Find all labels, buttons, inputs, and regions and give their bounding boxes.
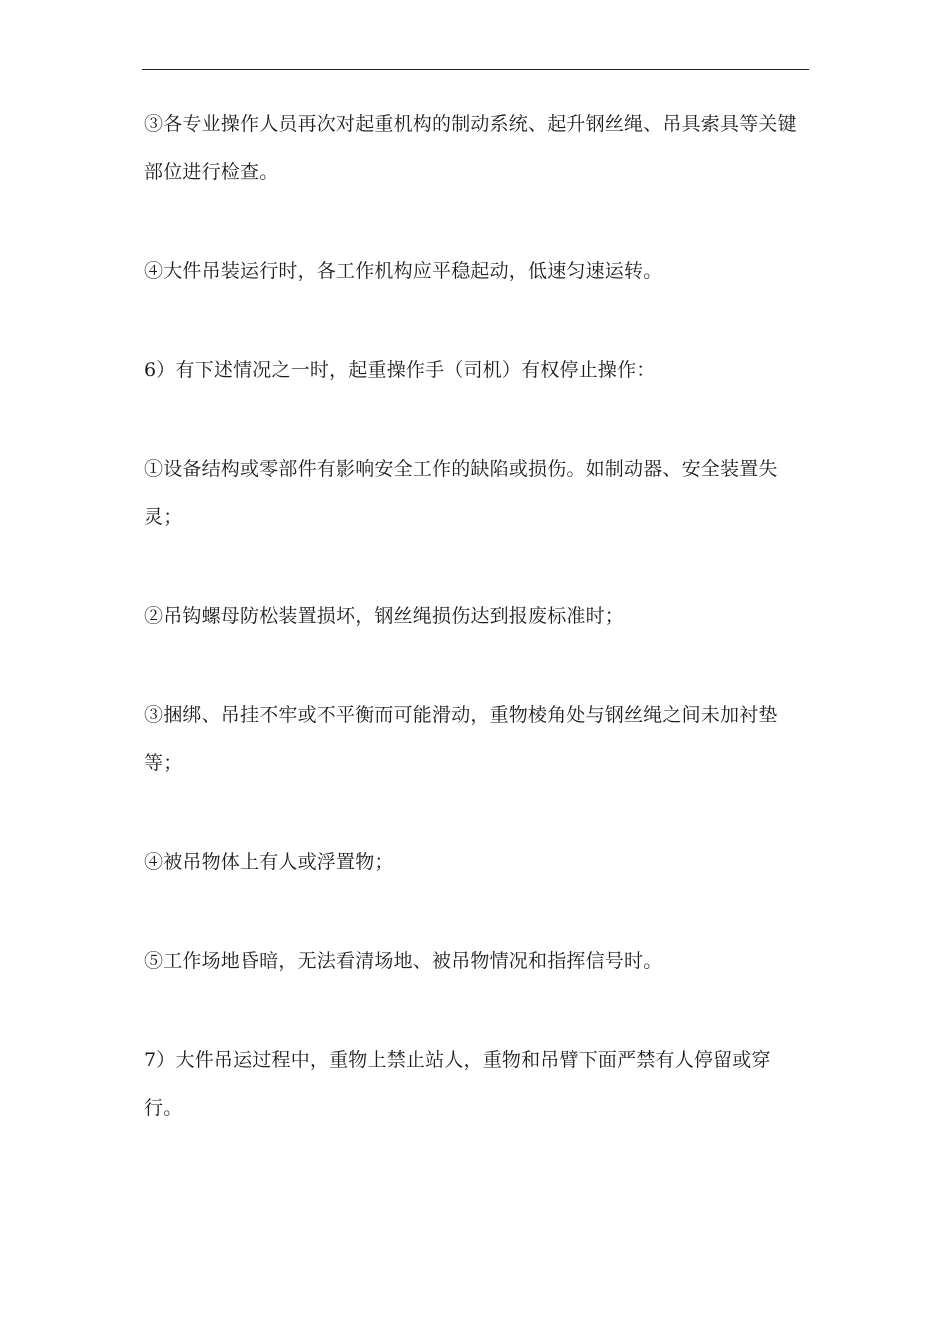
paragraph-no-standing-under-load: 7）大件吊运过程中，重物上禁止站人，重物和吊臂下面严禁有人停留或穿行。 [144,1049,771,1119]
paragraph-persons-on-load: ④被吊物体上有人或浮置物； [144,851,394,873]
paragraph-brake-inspection: ③各专业操作人员再次对起重机构的制动系统、起升钢丝绳、吊具索具等关键部位进行检查。 [144,113,797,183]
header-rule [142,69,809,70]
paragraph-smooth-operation: ④大件吊装运行时，各工作机构应平稳起动，低速匀速运转。 [144,260,663,282]
paragraph-structural-defects: ①设备结构或零部件有影响安全工作的缺陷或损伤。如制动器、安全装置失灵； [144,458,778,528]
paragraph-poor-visibility: ⑤工作场地昏暗，无法看清场地、被吊物情况和指挥信号时。 [144,950,663,972]
paragraph-stop-conditions-heading: 6）有下述情况之一时，起重操作手（司机）有权停止操作： [144,359,656,381]
document-body [144,100,804,1132]
paragraph-hook-damage: ②吊钩螺母防松装置损坏，钢丝绳损伤达到报废标准时； [144,605,625,627]
paragraph-unsecured-load: ③捆绑、吊挂不牢或不平衡而可能滑动，重物棱角处与钢丝绳之间未加衬垫等； [144,704,778,774]
